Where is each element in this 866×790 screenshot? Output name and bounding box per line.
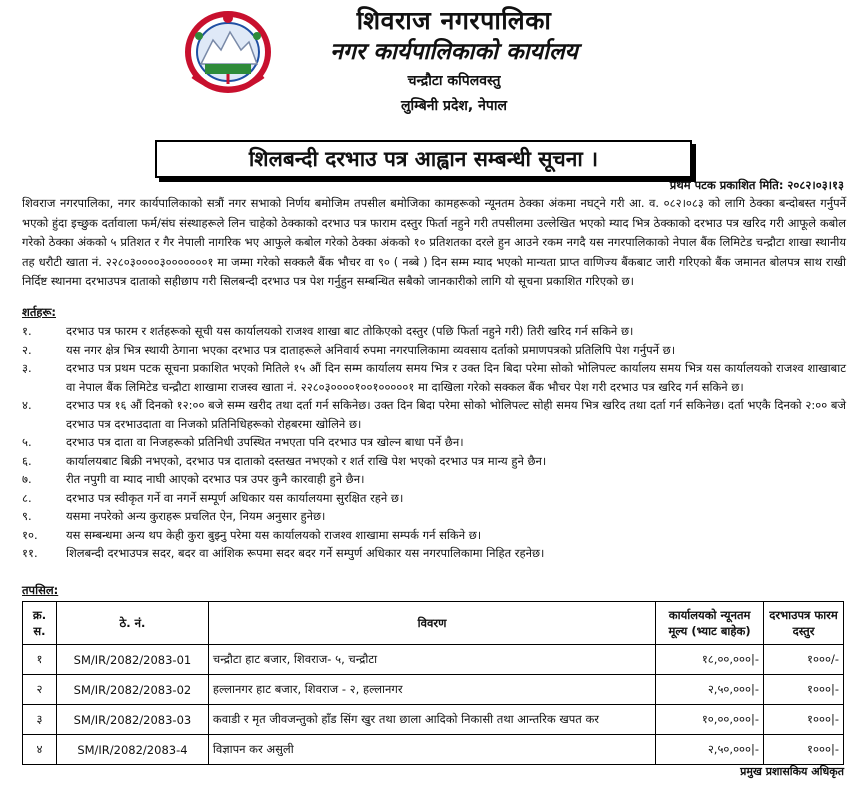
condition-text: दरभाउ पत्र फारम र शर्तहरूको सूची यस कार्यालयको राजश्व शाखा बाट तोकिएको दस्तुर (पछि फिर्ता नहुने गरी) तिरी खरिद गर्न सकिने छ। (66, 324, 634, 338)
cell-description: चन्द्रौटा हाट बजार, शिवराज- ५, चन्द्रौटा (208, 645, 655, 675)
conditions-heading: शर्तहरू: (22, 305, 57, 319)
condition-number: १०. (22, 527, 38, 542)
condition-item (22, 433, 846, 452)
condition-number: ९. (22, 509, 32, 523)
condition-number: ४. (22, 398, 32, 412)
condition-item (22, 526, 846, 545)
condition-item (22, 489, 846, 508)
condition-item (22, 470, 846, 489)
cell-description: हल्लानगर हाट बजार, शिवराज - २, हल्लानगर (208, 675, 655, 705)
condition-text: यस नगर क्षेत्र भित्र स्थायी ठेगाना भएका दरभाउ पत्र दाताहरूले अनिवार्य रुपमा नगरपालिकामा व्यवसाय दर्ताको प्रमाणपत्रको प्रतिलिपि पेश गर्नुपर्ने छ। (66, 342, 676, 357)
table-row (23, 735, 844, 765)
publication-date: प्रथम पटक प्रकाशित मिति: २०८२।०३।१३ (669, 178, 844, 192)
col-header-min-price: कार्यालयको न्यूनतम मूल्य (भ्याट बाहेक) (656, 602, 764, 645)
condition-number: ६. (22, 453, 32, 468)
condition-number: २. (22, 342, 32, 357)
cell-form-fee: १०००|- (764, 735, 844, 765)
table-row (23, 675, 844, 705)
condition-number: ११. (22, 546, 38, 560)
letterhead (0, 0, 866, 140)
signatory-title: प्रमुख प्रशासकिय अधिकृत (740, 765, 844, 778)
condition-number: १. (22, 324, 32, 338)
condition-text: शिलबन्दी दरभाउपत्र सदर, बदर वा आंशिक रूपमा सदर बदर गर्ने सम्पुर्ण अधिकार यस नगरपालिकामा निहित रहनेछ। (66, 546, 545, 560)
cell-contract-no: SM/IR/2082/2083-01 (56, 645, 208, 675)
col-header-description: विवरण (208, 602, 655, 645)
cell-description: कवाडी र मृत जीवजन्तुको हाँड सिंग खुर तथा छाला आदिको निकासी तथा आन्तरिक खपत कर (208, 705, 655, 735)
cell-form-fee: १०००|- (764, 705, 844, 735)
cell-min-price: १०,००,०००|- (656, 705, 764, 735)
condition-number: ८. (22, 490, 32, 505)
condition-item (22, 452, 846, 471)
cell-sn: ३ (23, 705, 57, 735)
province-country: लुम्बिनी प्रदेश, नेपाल (401, 98, 507, 114)
cell-contract-no: SM/IR/2082/2083-02 (56, 675, 208, 705)
cell-sn: ४ (23, 735, 57, 765)
cell-min-price: २,५०,०००|- (656, 675, 764, 705)
schedule-heading: तपसिल: (22, 583, 59, 597)
table-row (23, 645, 844, 675)
cell-sn: २ (23, 675, 57, 705)
cell-min-price: २,५०,०००|- (656, 735, 764, 765)
office-location: चन्द्रौटा कपिलवस्तु (407, 73, 501, 89)
condition-text: दरभाउ पत्र १६ औं दिनको १२:०० बजे सम्म खरीद तथा दर्ता गर्न सकिनेछ। उक्त दिन बिदा परेमा सोको भोलिपल्ट सोही समय भित्र खरिद तथा दर्ता गर्न सकिनेछ। दर्ता भएकै दिनको २:०० बजे दरभाउ पत्र दरभाउदाता वा निजको प्रतिनिधिहरूको रोहबरमा खोलिने छ। (66, 398, 846, 431)
cell-form-fee: १०००|- (764, 675, 844, 705)
cell-contract-no: SM/IR/2082/2083-03 (56, 705, 208, 735)
condition-text: दरभाउ पत्र स्वीकृत गर्ने वा नगर्ने सम्पूर्ण अधिकार यस कार्यालयमा सुरक्षित रहने छ। (66, 490, 404, 505)
cell-sn: १ (23, 645, 57, 675)
schedule-table (22, 601, 844, 765)
condition-number: ३. (22, 361, 32, 375)
table-row (23, 705, 844, 735)
condition-item (22, 341, 846, 360)
col-header-sn: क्र. स. (23, 602, 57, 645)
condition-item (22, 396, 846, 433)
condition-text: दरभाउ पत्र दाता वा निजहरूको प्रतिनिधी उपस्थित नभएता पनि दरभाउ पत्र खोल्न बाधा पर्ने छैन। (66, 435, 464, 449)
nepal-government-emblem-icon (183, 6, 273, 96)
condition-number: ७. (22, 472, 32, 486)
condition-item (22, 507, 846, 526)
condition-text: दरभाउ पत्र प्रथम पटक सूचना प्रकाशित भएको मितिले १५ औं दिन सम्म कार्यालय समय भित्र र उक्त दिन बिदा परेमा सोको भोलिपल्ट कार्यालय समय भित्र यस कार्यालयको राजश्व शाखाबाट वा नेपाल बैंक लिमिटेड चन्द्रौटा शाखामा राजस्व खाता नं. २२८०३००००१००१०००००१ मा दाखिला गरेको सक्कल बैंक भौचर पेश गरी दरभाउ पत्र खरिद गर्न सकिने छ। (66, 361, 846, 394)
organization-block (294, 4, 614, 118)
office-name: नगर कार्यपालिकाको कार्यालय (330, 39, 578, 65)
condition-number: ५. (22, 435, 32, 449)
condition-text: यसमा नपरेको अन्य कुराहरू प्रचलित ऐन, नियम अनुसार हुनेछ। (66, 509, 326, 523)
municipality-name: शिवराज नगरपालिका (356, 6, 552, 35)
col-header-contract-no: ठे. नं. (56, 602, 208, 645)
cell-contract-no: SM/IR/2082/2083-4 (56, 735, 208, 765)
table-header-row (23, 602, 844, 645)
cell-form-fee: १०००/- (764, 645, 844, 675)
notice-intro: शिवराज नगरपालिका, नगर कार्यपालिकाको सत्रौं नगर सभाको निर्णय बमोजिम तपसील बमोजिका कामहरूको न्यूनतम ठेक्का अंकमा नघट्ने गरी आ. व. ०८२।०८३ को लागि ठेक्का बन्दोबस्त गर्नुपर्ने भएकाे हुंदा इच्छुक दर्तावाला फर्म/संघ संस्थाहरूले लिन चाहेको ठेक्काको दरभाउ पत्र फाराम दस्तुर फिर्ता नहुने गरी तपसीलमा उल्लेखित भएको म्याद भित्र ठेक्काको दरभाउ पत्र खरिद गरी आफूले कबोल गरेको ठेक्का अंकको ५ प्रतिशत र गैर नेपाली नागरिक भए आफुले कबोल गरेको ठेक्का अंकको १० प्रतिशतका दरले हुन आउने रकम नगदै यस नगरपालिकाको नेपाल बैंक लिमिटेड चन्द्रौटा शाखा स्थानीय तह धरौटी खाता नं. २२८०३००००३०००००००१ मा जम्मा गरेको सक्कलै बैंक भौचर वा ९० ( नब्बे ) दिन सम्म म्याद भएको मान्यता प्राप्त वाणिज्य बैंकबाट जारी गरिएको बैंक जमानत बोलपत्र साथ राखी निर्दिष्ट स्थानमा दरभाउपत्र दाताको सहीछाप गरी सिलबन्दी दरभाउ पत्र पेश गर्नुहुन सम्बन्धित सबैको जानकारीको लागि यो सूचना प्रकाशित गरिएको छ। (22, 196, 846, 288)
condition-item (22, 359, 846, 396)
condition-item (22, 544, 846, 563)
condition-text: यस सम्बन्धमा अन्य थप केही कुरा बुझ्नु परेमा यस कार्यालयको राजश्व शाखामा सम्पर्क गर्न सकिने छ। (66, 527, 482, 542)
notice-title: शिलबन्दी दरभाउ पत्र आह्वान सम्बन्धी सूचना । (155, 140, 692, 178)
condition-text: कार्यालयबाट बिक्री नभएको, दरभाउ पत्र दाताको दस्तखत नभएको र शर्त राखि पेश भएको दरभाउ पत्र मान्य हुने छैन। (66, 453, 547, 468)
col-header-form-fee: दरभाउपत्र फारम दस्तुर (764, 602, 844, 645)
condition-text: रीत नपुगी वा म्याद नाघी आएको दरभाउ पत्र उपर कुनै कारवाही हुने छैन। (66, 472, 365, 486)
cell-description: विज्ञापन कर असुली (208, 735, 655, 765)
cell-min-price: १८,००,०००|- (656, 645, 764, 675)
condition-item (22, 322, 846, 341)
conditions-list (22, 322, 846, 563)
